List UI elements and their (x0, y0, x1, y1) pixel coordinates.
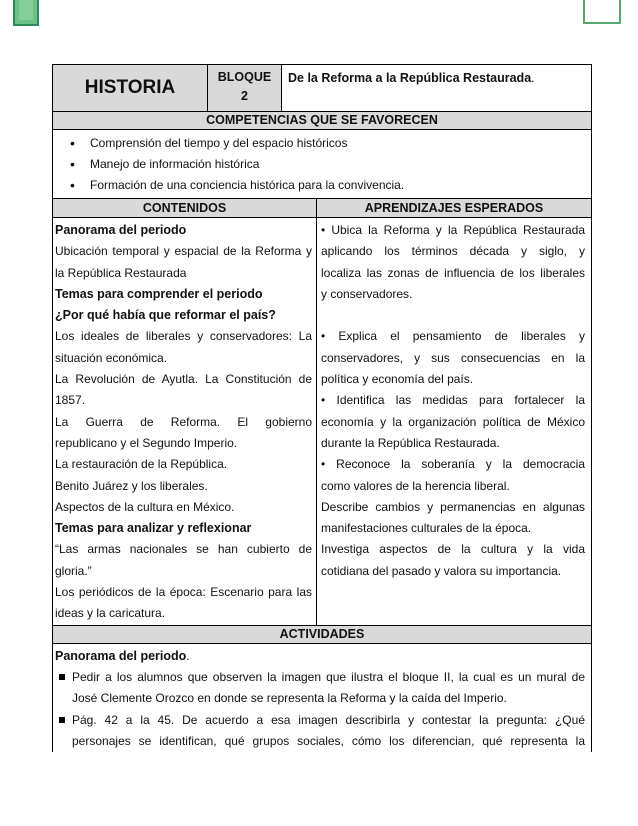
text-line: ideas y la caricatura. (55, 606, 166, 621)
green-corner-tab-right (583, 0, 621, 24)
bloque-label: BLOQUE (217, 70, 272, 84)
subject-title: HISTORIA (53, 65, 208, 111)
text-line: Los periódicos de la época: Escenario para las (55, 585, 312, 600)
actividades-list (55, 667, 585, 752)
header-row (53, 65, 591, 112)
text-line: • Explica el pensamiento de liberales y (321, 329, 585, 344)
text-line: • Identifica las medidas para fortalecer la (321, 393, 585, 408)
text-line: situación económica. (55, 350, 168, 365)
competencias-header (53, 112, 591, 130)
aprendizajes-title: APRENDIZAJES ESPERADOS (364, 201, 544, 215)
lesson-plan-table (52, 64, 592, 752)
text-line: gloria.” (55, 563, 92, 578)
text-line: La Guerra de Reforma. El gobierno (55, 414, 312, 429)
activity-text-line: personajes se identifican, qué grupos sociales, cómo los diferencian, qué representa la (72, 733, 585, 748)
text-line: Investiga aspectos de la cultura y la vida (321, 542, 585, 557)
contenidos-column (53, 218, 317, 625)
text-line: • Reconoce la soberanía y la democracia (321, 457, 585, 472)
period-title-cell (282, 65, 591, 111)
columns-header (53, 199, 591, 218)
text-line: localiza las zonas de influencia de los liberales (321, 265, 585, 280)
competencia-item: • Comprensión del tiempo y del espacio históricos (53, 133, 404, 154)
text-line: durante la República Restaurada. (321, 435, 500, 450)
text-line: aplicando los términos década y siglo, y (321, 244, 585, 259)
activity-item (55, 710, 585, 753)
actividades-header (53, 626, 591, 644)
activity-text-line: José Clemente Orozco en donde se representa la Reforma y la caída del Imperio. (72, 691, 507, 706)
text-line: Ubicación temporal y espacial de la Reforma y (55, 244, 312, 259)
text-line: política y economía del país. (321, 372, 474, 387)
actividades-intro (55, 646, 585, 667)
text-line: conservadores, y sus consecuencias en la (321, 350, 585, 365)
activity-text-line: Pedir a los alumnos que observen la imagen que ilustra el bloque II, la cual es un mural de (72, 669, 585, 684)
actividades-intro-label: Panorama del periodo (55, 648, 187, 663)
text-line: la República Restaurada (55, 265, 187, 280)
competencias-list (53, 130, 404, 198)
text-line: Describe cambios y permanencias en algunas (321, 499, 585, 514)
text-line: Los ideales de liberales y conservadores: La (55, 329, 312, 344)
text-line: 1857. (55, 393, 86, 408)
contenidos-title: CONTENIDOS (53, 199, 317, 217)
text-line: como valores de la herencia liberal. (321, 478, 510, 493)
text-line: y conservadores. (321, 286, 413, 301)
section-heading: ¿Por qué había que reformar el país? (55, 308, 276, 323)
text-line: Aspectos de la cultura en México. (55, 499, 235, 514)
activity-item (55, 667, 585, 710)
green-corner-tab-left (13, 0, 39, 26)
section-heading: Panorama del periodo (55, 223, 187, 237)
blank-line (321, 305, 585, 326)
text-line: cotidiana del pasado y valora su importancia. (321, 563, 562, 578)
period-title-suffix: . (531, 71, 535, 85)
text-line: La restauración de la República. (55, 457, 228, 472)
text-line: republicano y el Segundo Imperio. (55, 435, 238, 450)
text-line: • Ubica la Reforma y la República Restaurada (321, 223, 585, 237)
bloque-number: 2 (241, 89, 248, 103)
competencia-item: • Formación de una conciencia histórica para la convivencia. (53, 175, 404, 196)
actividades-body (53, 644, 591, 752)
section-heading: Temas para comprender el periodo (55, 286, 263, 301)
text-line: La Revolución de Ayutla. La Constitución de (55, 372, 312, 387)
text-line: “Las armas nacionales se han cubierto de (55, 542, 312, 557)
text-line: manifestaciones culturales de la época. (321, 521, 532, 536)
columns-body (53, 218, 591, 626)
competencias-title: COMPETENCIAS QUE SE FAVORECEN (206, 113, 438, 127)
bloque-cell (208, 65, 282, 111)
activity-text-line: Pág. 42 a la 45. De acuerdo a esa imagen describirla y contestar la pregunta: ¿Qué (72, 712, 585, 727)
competencia-item: • Manejo de información histórica (53, 154, 404, 175)
text-line: Benito Juárez y los liberales. (55, 478, 208, 493)
section-heading: Temas para analizar y reflexionar (55, 521, 252, 536)
square-bullet-icon (59, 717, 65, 723)
text-line: economía y la organización política de México (321, 414, 585, 429)
square-bullet-icon (59, 674, 65, 680)
competencias-body (53, 130, 591, 199)
actividades-intro-suffix: . (186, 648, 190, 663)
actividades-title: ACTIVIDADES (279, 626, 365, 641)
period-title: De la Reforma a la República Restaurada (288, 71, 532, 85)
aprendizajes-column (317, 218, 591, 625)
